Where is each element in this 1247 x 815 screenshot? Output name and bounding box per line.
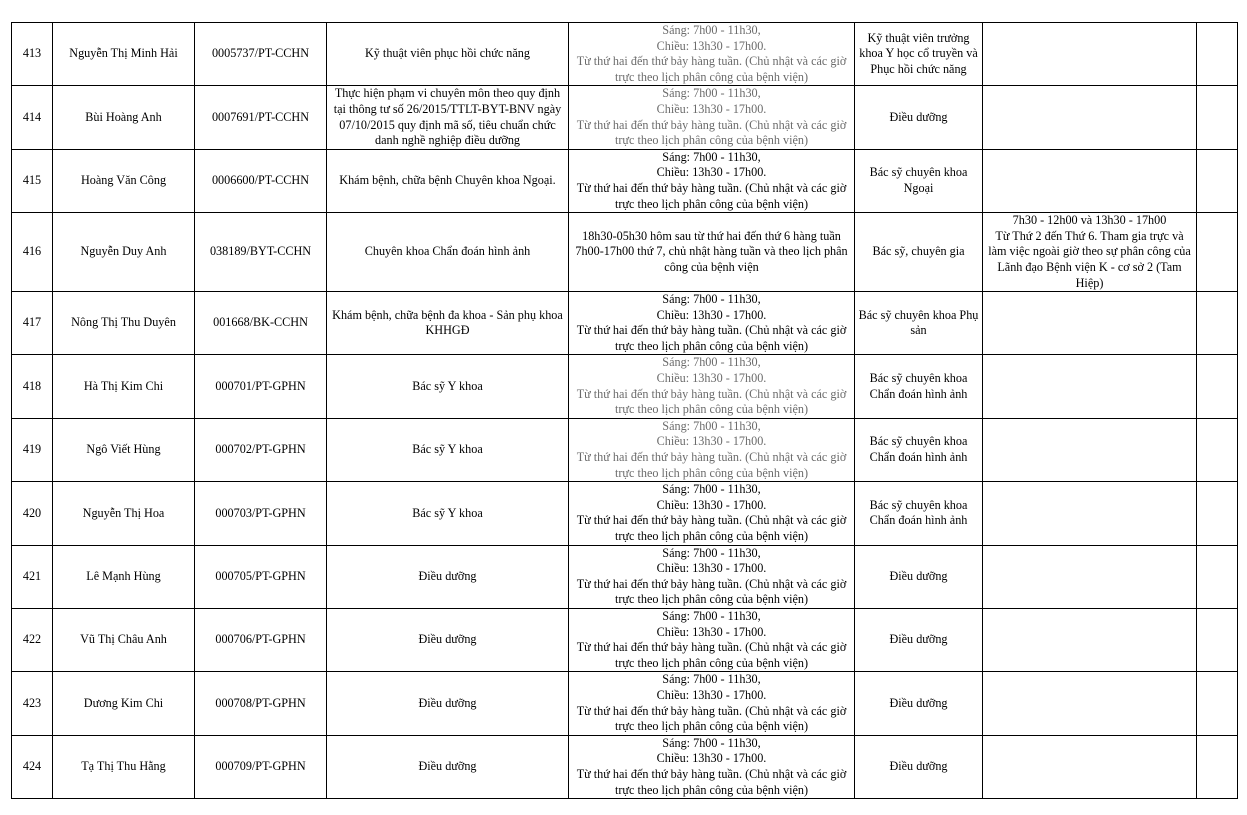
row-number-cell: 413 bbox=[12, 23, 53, 86]
staff-name-cell: Vũ Thị Châu Anh bbox=[53, 608, 195, 671]
position-cell: Bác sỹ chuyên khoa Phụ sản bbox=[855, 292, 983, 355]
table-row bbox=[12, 608, 1238, 671]
position-cell: Điều dưỡng bbox=[855, 735, 983, 798]
table-row bbox=[12, 545, 1238, 608]
work-schedule-cell: Sáng: 7h00 - 11h30, Chiều: 13h30 - 17h00. Từ thứ hai đến thứ bảy hàng tuần. (Chủ nhật và các giờ trực theo lịch phân công của bệnh viện) bbox=[569, 149, 855, 212]
additional-schedule-cell bbox=[983, 149, 1197, 212]
practice-scope-cell: Khám bệnh, chữa bệnh Chuyên khoa Ngoại. bbox=[327, 149, 569, 212]
table-row bbox=[12, 292, 1238, 355]
table-row bbox=[12, 213, 1238, 292]
certificate-number-cell: 0006600/PT-CCHN bbox=[195, 149, 327, 212]
position-cell: Điều dưỡng bbox=[855, 672, 983, 735]
certificate-number-cell: 0005737/PT-CCHN bbox=[195, 23, 327, 86]
row-number-cell: 418 bbox=[12, 355, 53, 418]
table-row bbox=[12, 482, 1238, 545]
additional-schedule-cell bbox=[983, 545, 1197, 608]
staff-name-cell: Nguyễn Duy Anh bbox=[53, 213, 195, 292]
additional-schedule-cell bbox=[983, 418, 1197, 481]
staff-name-cell: Bùi Hoàng Anh bbox=[53, 86, 195, 149]
additional-schedule-cell bbox=[983, 23, 1197, 86]
empty-cell bbox=[1197, 545, 1238, 608]
certificate-number-cell: 000706/PT-GPHN bbox=[195, 608, 327, 671]
position-cell: Bác sỹ chuyên khoa Chẩn đoán hình ảnh bbox=[855, 418, 983, 481]
certificate-number-cell: 000708/PT-GPHN bbox=[195, 672, 327, 735]
empty-cell bbox=[1197, 292, 1238, 355]
additional-schedule-cell bbox=[983, 735, 1197, 798]
staff-name-cell: Nguyễn Thị Hoa bbox=[53, 482, 195, 545]
staff-name-cell: Hà Thị Kim Chi bbox=[53, 355, 195, 418]
row-number-cell: 414 bbox=[12, 86, 53, 149]
additional-schedule-cell: 7h30 - 12h00 và 13h30 - 17h00 Từ Thứ 2 đến Thứ 6. Tham gia trực và làm việc ngoài giờ theo sự phân công của Lãnh đạo Bệnh viện K - cơ sở 2 (Tam Hiệp) bbox=[983, 213, 1197, 292]
additional-schedule-cell bbox=[983, 608, 1197, 671]
position-cell: Bác sỹ chuyên khoa Ngoại bbox=[855, 149, 983, 212]
certificate-number-cell: 001668/BK-CCHN bbox=[195, 292, 327, 355]
position-cell: Bác sỹ, chuyên gia bbox=[855, 213, 983, 292]
row-number-cell: 416 bbox=[12, 213, 53, 292]
certificate-number-cell: 000702/PT-GPHN bbox=[195, 418, 327, 481]
table-row bbox=[12, 355, 1238, 418]
additional-schedule-cell bbox=[983, 482, 1197, 545]
practice-scope-cell: Kỹ thuật viên phục hồi chức năng bbox=[327, 23, 569, 86]
empty-cell bbox=[1197, 355, 1238, 418]
practice-scope-cell: Chuyên khoa Chẩn đoán hình ảnh bbox=[327, 213, 569, 292]
certificate-number-cell: 038189/BYT-CCHN bbox=[195, 213, 327, 292]
certificate-number-cell: 000703/PT-GPHN bbox=[195, 482, 327, 545]
additional-schedule-cell bbox=[983, 86, 1197, 149]
practice-scope-cell: Bác sỹ Y khoa bbox=[327, 418, 569, 481]
work-schedule-cell: Sáng: 7h00 - 11h30, Chiều: 13h30 - 17h00. Từ thứ hai đến thứ bảy hàng tuần. (Chủ nhật và các giờ trực theo lịch phân công của bệnh viện) bbox=[569, 608, 855, 671]
row-number-cell: 420 bbox=[12, 482, 53, 545]
work-schedule-cell: Sáng: 7h00 - 11h30, Chiều: 13h30 - 17h00. Từ thứ hai đến thứ bảy hàng tuần. (Chủ nhật và các giờ trực theo lịch phân công của bệnh viện) bbox=[569, 292, 855, 355]
staff-name-cell: Nguyễn Thị Minh Hải bbox=[53, 23, 195, 86]
table-row bbox=[12, 672, 1238, 735]
certificate-number-cell: 000701/PT-GPHN bbox=[195, 355, 327, 418]
table-row bbox=[12, 23, 1238, 86]
position-cell: Bác sỹ chuyên khoa Chẩn đoán hình ảnh bbox=[855, 355, 983, 418]
staff-name-cell: Nông Thị Thu Duyên bbox=[53, 292, 195, 355]
practice-scope-cell: Bác sỹ Y khoa bbox=[327, 355, 569, 418]
empty-cell bbox=[1197, 149, 1238, 212]
certificate-number-cell: 000705/PT-GPHN bbox=[195, 545, 327, 608]
work-schedule-cell: Sáng: 7h00 - 11h30, Chiều: 13h30 - 17h00. Từ thứ hai đến thứ bảy hàng tuần. (Chủ nhật và các giờ trực theo lịch phân công của bệnh viện) bbox=[569, 545, 855, 608]
practice-scope-cell: Điều dưỡng bbox=[327, 545, 569, 608]
staff-name-cell: Lê Mạnh Hùng bbox=[53, 545, 195, 608]
position-cell: Điều dưỡng bbox=[855, 545, 983, 608]
empty-cell bbox=[1197, 672, 1238, 735]
table-row bbox=[12, 735, 1238, 798]
row-number-cell: 417 bbox=[12, 292, 53, 355]
additional-schedule-cell bbox=[983, 672, 1197, 735]
work-schedule-cell: Sáng: 7h00 - 11h30, Chiều: 13h30 - 17h00. Từ thứ hai đến thứ bảy hàng tuần. (Chủ nhật và các giờ trực theo lịch phân công của bệnh viện) bbox=[569, 23, 855, 86]
table-body bbox=[12, 23, 1238, 799]
work-schedule-cell: 18h30-05h30 hôm sau từ thứ hai đến thứ 6 hàng tuần 7h00-17h00 thứ 7, chủ nhật hàng tuần và theo lịch phân công của bệnh viện bbox=[569, 213, 855, 292]
table-row bbox=[12, 86, 1238, 149]
certificate-number-cell: 000709/PT-GPHN bbox=[195, 735, 327, 798]
row-number-cell: 415 bbox=[12, 149, 53, 212]
row-number-cell: 419 bbox=[12, 418, 53, 481]
work-schedule-cell: Sáng: 7h00 - 11h30, Chiều: 13h30 - 17h00. Từ thứ hai đến thứ bảy hàng tuần. (Chủ nhật và các giờ trực theo lịch phân công của bệnh viện) bbox=[569, 418, 855, 481]
staff-name-cell: Dương Kim Chi bbox=[53, 672, 195, 735]
row-number-cell: 422 bbox=[12, 608, 53, 671]
practice-scope-cell: Khám bệnh, chữa bệnh đa khoa - Sản phụ khoa KHHGĐ bbox=[327, 292, 569, 355]
position-cell: Điều dưỡng bbox=[855, 608, 983, 671]
position-cell: Điều dưỡng bbox=[855, 86, 983, 149]
work-schedule-cell: Sáng: 7h00 - 11h30, Chiều: 13h30 - 17h00. Từ thứ hai đến thứ bảy hàng tuần. (Chủ nhật và các giờ trực theo lịch phân công của bệnh viện) bbox=[569, 672, 855, 735]
practice-scope-cell: Thực hiện phạm vi chuyên môn theo quy định tại thông tư số 26/2015/TTLT-BYT-BNV ngày 07/10/2015 quy định mã số, tiêu chuẩn chức danh nghề nghiệp điều dưỡng bbox=[327, 86, 569, 149]
empty-cell bbox=[1197, 213, 1238, 292]
staff-name-cell: Tạ Thị Thu Hằng bbox=[53, 735, 195, 798]
staff-name-cell: Hoàng Văn Công bbox=[53, 149, 195, 212]
position-cell: Bác sỹ chuyên khoa Chẩn đoán hình ảnh bbox=[855, 482, 983, 545]
table-row bbox=[12, 418, 1238, 481]
practice-scope-cell: Điều dưỡng bbox=[327, 735, 569, 798]
practice-scope-cell: Điều dưỡng bbox=[327, 672, 569, 735]
work-schedule-cell: Sáng: 7h00 - 11h30, Chiều: 13h30 - 17h00. Từ thứ hai đến thứ bảy hàng tuần. (Chủ nhật và các giờ trực theo lịch phân công của bệnh viện) bbox=[569, 86, 855, 149]
empty-cell bbox=[1197, 23, 1238, 86]
additional-schedule-cell bbox=[983, 355, 1197, 418]
additional-schedule-cell bbox=[983, 292, 1197, 355]
work-schedule-cell: Sáng: 7h00 - 11h30, Chiều: 13h30 - 17h00. Từ thứ hai đến thứ bảy hàng tuần. (Chủ nhật và các giờ trực theo lịch phân công của bệnh viện) bbox=[569, 482, 855, 545]
work-schedule-cell: Sáng: 7h00 - 11h30, Chiều: 13h30 - 17h00. Từ thứ hai đến thứ bảy hàng tuần. (Chủ nhật và các giờ trực theo lịch phân công của bệnh viện) bbox=[569, 735, 855, 798]
staff-table bbox=[11, 22, 1238, 799]
practice-scope-cell: Bác sỹ Y khoa bbox=[327, 482, 569, 545]
practice-scope-cell: Điều dưỡng bbox=[327, 608, 569, 671]
position-cell: Kỹ thuật viên trưởng khoa Y học cổ truyền và Phục hồi chức năng bbox=[855, 23, 983, 86]
empty-cell bbox=[1197, 608, 1238, 671]
empty-cell bbox=[1197, 735, 1238, 798]
empty-cell bbox=[1197, 482, 1238, 545]
certificate-number-cell: 0007691/PT-CCHN bbox=[195, 86, 327, 149]
row-number-cell: 423 bbox=[12, 672, 53, 735]
table-row bbox=[12, 149, 1238, 212]
empty-cell bbox=[1197, 418, 1238, 481]
row-number-cell: 421 bbox=[12, 545, 53, 608]
work-schedule-cell: Sáng: 7h00 - 11h30, Chiều: 13h30 - 17h00. Từ thứ hai đến thứ bảy hàng tuần. (Chủ nhật và các giờ trực theo lịch phân công của bệnh viện) bbox=[569, 355, 855, 418]
row-number-cell: 424 bbox=[12, 735, 53, 798]
staff-name-cell: Ngô Viết Hùng bbox=[53, 418, 195, 481]
empty-cell bbox=[1197, 86, 1238, 149]
